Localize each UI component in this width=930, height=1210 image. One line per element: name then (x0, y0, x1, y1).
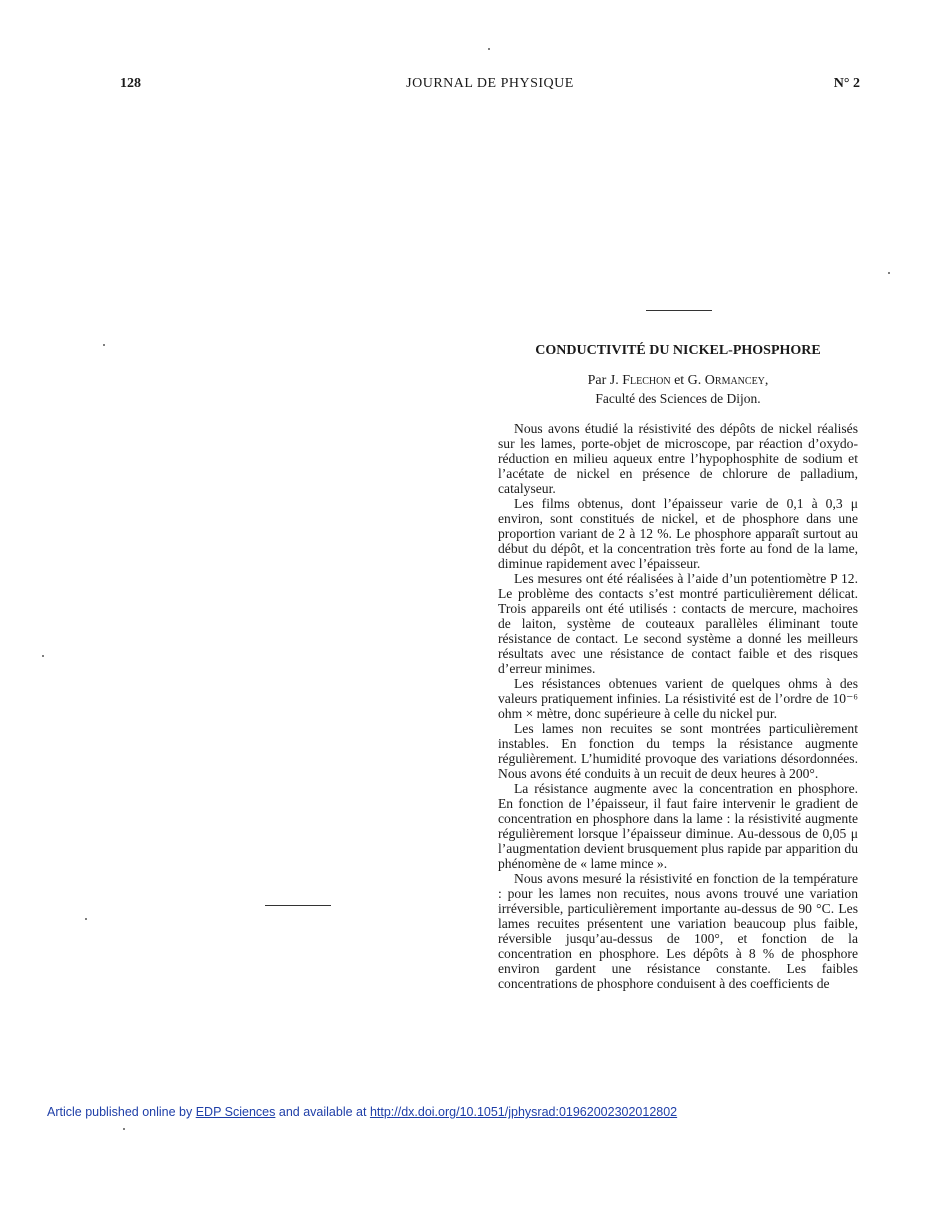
article-title: CONDUCTIVITÉ DU NICKEL-PHOSPHORE (535, 343, 821, 358)
article-body (498, 421, 858, 991)
scan-speck (85, 918, 87, 920)
scan-speck (488, 48, 490, 50)
affiliation: Faculté des Sciences de Dijon. (595, 391, 761, 406)
paragraph: Nous avons étudié la résistivité des dépôts de nickel réalisés sur les lames, porte-objet de microscope, par réaction d’oxydo-réduction en milieu aqueux entre l’hypophosphite de sodium et l’acétate de nickel en présence de chlorure de palladium, catalyseur. (498, 421, 858, 496)
publication-footer (47, 1105, 677, 1119)
footer-middle: and available at (278, 1105, 367, 1119)
running-header (120, 76, 860, 96)
paragraph: Les lames non recuites se sont montrées particulièrement instables. En fonction du temps la résistance augmente régulièrement. L’humidité provoque des variations désordonnées. Nous avons été conduits à un recuit de deux heures à 200°. (498, 721, 858, 781)
scan-speck (42, 655, 44, 657)
scan-speck (123, 1128, 125, 1130)
article (498, 343, 858, 991)
author-line: Par J. Flechon et G. Ormancey, (587, 373, 769, 388)
author-name: G. Ormancey (687, 373, 765, 388)
issue-number: N° 2 (833, 76, 860, 91)
publisher-link[interactable]: EDP Sciences (195, 1105, 276, 1119)
paragraph: Nous avons mesuré la résistivité en fonction de la température : pour les lames non recuites, nous avons trouvé une variation irréversible, particulièrement importante au-dessus de 90 °C. Les lames recuites présentent une variation beaucoup plus faible, réversible jusqu’au-dessus de 100°, et fonction de la concentration en phosphore. Les dépôts à 8 % de phosphore environ gardent une résistance constante. Les faibles concentrations de phosphore conduisent à des coefficients de (498, 871, 858, 991)
footer-prefix: Article published online by (47, 1105, 193, 1119)
journal-title: JOURNAL DE PHYSIQUE (406, 76, 574, 91)
section-rule (646, 310, 712, 311)
author-name: J. Flechon (609, 373, 671, 388)
paragraph: Les mesures ont été réalisées à l’aide d’un potentiomètre P 12. Le problème des contacts s’est montré particulièrement délicat. Trois appareils ont été utilisés : contacts de mercure, machoires de laiton, système de couteaux parallèles éliminant toute résistance de contact. Le second système a donné les meilleurs résultats avec une résistance de contact faible et des risques d’erreur minimes. (498, 571, 858, 676)
and-word: et (674, 373, 685, 388)
scan-speck (103, 344, 105, 346)
page-number: 128 (120, 76, 141, 91)
faded-rule (265, 905, 331, 906)
paragraph: La résistance augmente avec la concentration en phosphore. En fonction de l’épaisseur, il faut faire intervenir le gradient de concentration en phosphore dans la lame : la résistivité augmente régulièrement lorsque l’épaisseur diminue. Au-dessous de 0,05 μ l’augmentation devient brusquement plus rapide par apparition du phénomène de « lame mince ». (498, 781, 858, 871)
paragraph: Les films obtenus, dont l’épaisseur varie de 0,1 à 0,3 μ environ, sont constitués de nickel, et de phosphore dans une proportion variant de 2 à 12 %. Le phosphore apparaît surtout au début du dépôt, et la concentration très forte au fond de la lame, diminue rapidement avec l’épaisseur. (498, 496, 858, 571)
by-word: Par (587, 373, 607, 388)
doi-link[interactable]: http://dx.doi.org/10.1051/jphysrad:01962002302012802 (369, 1105, 678, 1119)
paragraph: Les résistances obtenues varient de quelques ohms à des valeurs pratiquement infinies. La résistivité est de l’ordre de 10⁻⁶ ohm × mètre, donc supérieure à celle du nickel pur. (498, 676, 858, 721)
scan-speck (888, 272, 890, 274)
